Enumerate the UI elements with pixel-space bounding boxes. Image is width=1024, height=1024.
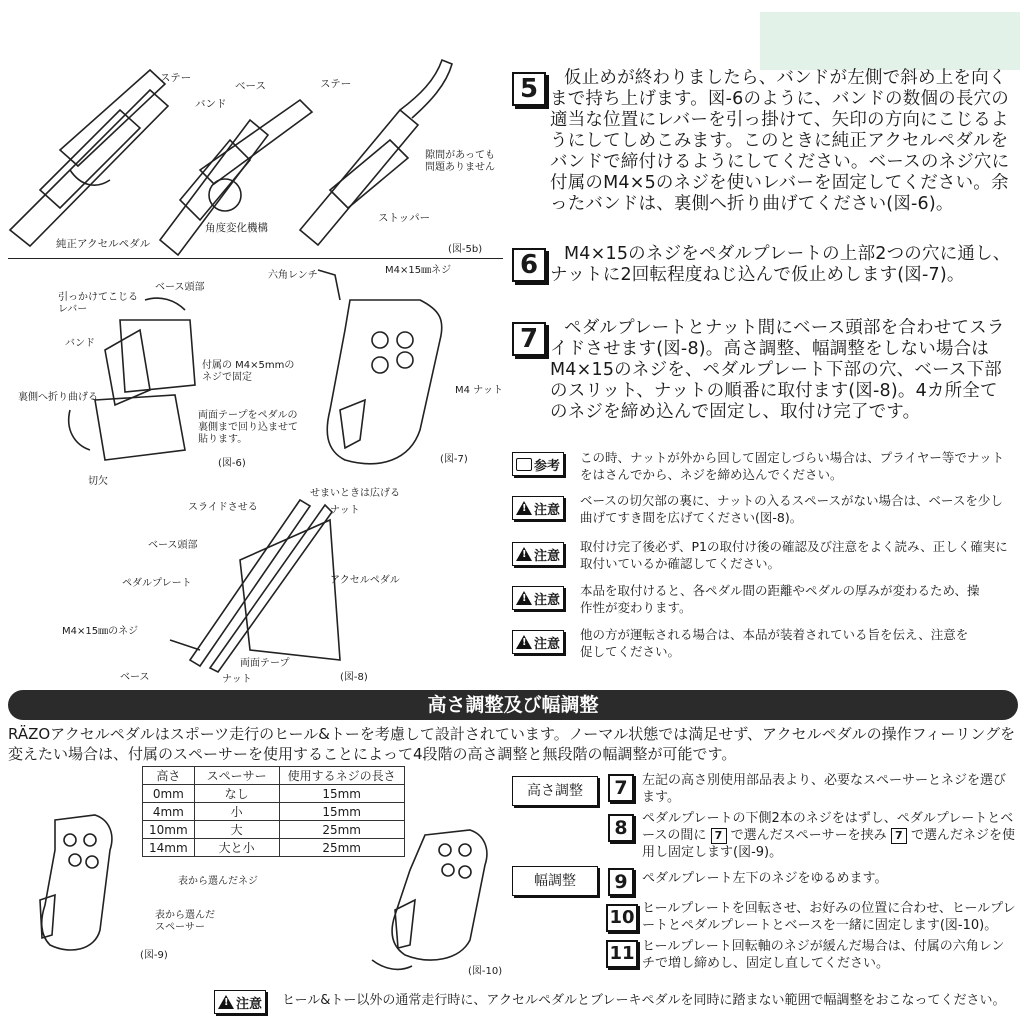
step-5-text: 仮止めが終わりましたら、バンドが左側で斜め上を向くまで持ち上げます。図-6のように、バンドの数個の長穴の適当な位置にレバーを引っ掛けて、矢印の方向にこじるようにしてしめこみます。このときに純正アクセルペダルをバンドで締付けるようにしてください。ベースのネジ穴に付属のM4×5のネジを使いレバーを固定してください。余ったバンドは、裏側へ折り曲げてください(図-6)。	[550, 68, 1010, 214]
figure-divider	[8, 258, 503, 259]
fig6-label-notch: 切欠	[88, 476, 108, 487]
fig6-label-fold: 裏側へ折り曲げる	[18, 392, 98, 403]
table-header: 使用するネジの長さ	[279, 767, 404, 785]
caution-tag	[512, 496, 564, 520]
fig9-label-screw: 表から選んだネジ	[178, 876, 258, 887]
substep-9-number: 9	[608, 868, 634, 896]
caution-tag	[512, 586, 564, 610]
width-adjust-label: 幅調整	[512, 866, 598, 896]
fig6-label-tape: 両面テープをペダルの 裏側まで回り込ませて 貼ります。	[198, 410, 298, 445]
substep-7-text: 左記の高さ別使用部品表より、必要なスペーサーとネジを選びます。	[642, 773, 1007, 805]
substep-8-text-a: ペダルプレートの下側2本のネジをはずし、ペダルプレートとベースの間に	[642, 811, 1014, 843]
spacer-table	[142, 766, 405, 857]
fig7-label-screw: M4×15㎜ネジ	[385, 265, 452, 276]
substep-7-number: 7	[608, 774, 634, 802]
fig8-label-accel: アクセルペダル	[330, 575, 400, 586]
step-5-number: 5	[512, 72, 546, 106]
fig7-label-nut: M4 ナット	[455, 385, 503, 396]
fig5b-label-angle: 角度変化機構	[205, 222, 268, 234]
caution-tag-label: 注意	[534, 502, 561, 518]
reference-tag	[512, 452, 564, 476]
fig5b-label-stay: ステー	[160, 72, 192, 84]
fig6-caption: (図-6)	[218, 458, 246, 469]
fig9-label-spacer: 表から選んだ スペーサー	[155, 910, 215, 933]
fig6-label-lever: 引っかけてこじる レバー	[58, 292, 138, 315]
substep-8-number: 8	[608, 814, 634, 842]
step-7-text: ペダルプレートとナット間にベース頭部を合わせてスライドさせます(図-8)。高さ調整、幅調整をしない場合はM4×15のネジを、ペダルプレート下部の穴、ベース下部のスリット、ナットの順番に取付ます(図-8)。4カ所全てのネジを締め込んで固定し、取付け完了です。	[550, 318, 1005, 422]
table-row	[143, 821, 405, 839]
substep-10-text: ヒールプレートを回転させ、お好みの位置に合わせ、ヒールプレートとペダルプレートとベースを一緒に固定します(図-10)。	[642, 901, 1016, 933]
table-header-row	[143, 767, 405, 785]
substep-8-text	[642, 810, 1016, 861]
table-cell: 大	[194, 821, 279, 839]
substep-11-number: 11	[606, 940, 638, 968]
reference-note-text: この時、ナットが外から回して固定しづらい場合は、プライヤー等でナットをはさんでから、ネジを締め込んでください。	[580, 450, 1005, 482]
table-row	[143, 839, 405, 857]
table-cell: 15mm	[279, 803, 404, 821]
caution-tag-label: 注意	[534, 636, 561, 652]
fig5b-caption: (図-5b)	[448, 244, 483, 255]
fig8-label-screw: M4×15㎜のネジ	[62, 626, 139, 637]
fig5b-label-stopper: ストッパー	[378, 212, 431, 224]
caution-tag	[512, 630, 564, 654]
caution-note-text: 他の方が運転される場合は、本品が装着されている旨を伝え、注意を促してください。	[580, 627, 969, 659]
fig7-label-wrench: 六角レンチ	[268, 270, 318, 281]
fig8-caption: (図-8)	[340, 672, 368, 683]
step-6-text: M4×15のネジをペダルプレートの上部2つの穴に通し、ナットに2回転程度ねじ込んで仮止めします(図-7)。	[550, 244, 1011, 285]
substep-8-text-c: で選んだネジを使用し固定します(図-9)。	[642, 828, 1015, 860]
warning-icon	[516, 547, 532, 561]
table-cell: 10mm	[143, 821, 195, 839]
substep-11-text: ヒールプレート回転軸のネジが緩んだ場合は、付属の六角レンチで増し締めし、固定し直してください。	[642, 939, 1005, 971]
step-ref: 7	[711, 828, 727, 844]
caution-tag-label: 注意	[534, 548, 561, 564]
caution-tag	[512, 542, 564, 566]
caution-tag-label: 注意	[534, 592, 561, 608]
warning-icon	[218, 995, 234, 1009]
caution-note-text: 本品を取付けると、各ペダル間の距離やペダルの厚みが変わるため、操作性が変わります。	[580, 583, 980, 615]
table-cell: 25mm	[279, 839, 404, 857]
fig6-label-screw: 付属の M4×5mmの ネジで固定	[202, 360, 295, 383]
table-cell: 大と小	[194, 839, 279, 857]
warning-icon	[516, 635, 532, 649]
fig5b-label-stay2: ステー	[320, 78, 352, 90]
table-header: スペーサー	[194, 767, 279, 785]
fig8-label-nut: ナット	[222, 674, 252, 685]
fig7-caption: (図-7)	[440, 454, 468, 465]
fig6-label-band: バンド	[65, 338, 95, 349]
fig8-label-tape: 両面テープ	[240, 658, 290, 669]
caution-tag-label: 注意	[236, 996, 263, 1012]
section-title: 高さ調整及び幅調整	[8, 690, 1018, 720]
substep-9-text: ペダルプレート左下のネジをゆるめます。	[642, 871, 888, 886]
fig8-label-pedal-plate: ペダルプレート	[122, 578, 192, 589]
substep-10-number: 10	[606, 904, 638, 932]
bottom-caution-text: ヒール&トー以外の通常走行時に、アクセルペダルとブレーキペダルを同時に踏まない範囲で幅調整をおこなってください。	[282, 993, 1006, 1008]
fig9-caption: (図-9)	[140, 950, 168, 961]
fig5b-label-band: バンド	[195, 98, 227, 110]
warning-icon	[516, 501, 532, 515]
table-cell: 15mm	[279, 785, 404, 803]
table-cell: なし	[194, 785, 279, 803]
fig8-label-base-head: ベース頭部	[148, 540, 198, 551]
fig10-caption: (図-10)	[468, 966, 503, 977]
fig8-label-widen: せまいときは広げる	[310, 488, 400, 499]
table-cell: 25mm	[279, 821, 404, 839]
fig5b-label-gap: 隙間があっても 問題ありません	[425, 150, 495, 173]
fig5b-label-base: ベース	[235, 80, 266, 92]
step-7-number: 7	[512, 322, 546, 356]
fig8-label-slide: スライドさせる	[188, 502, 258, 513]
height-adjust-label: 高さ調整	[512, 776, 598, 806]
table-cell: 0mm	[143, 785, 195, 803]
table-row	[143, 785, 405, 803]
step-6-number: 6	[512, 248, 546, 282]
table-row	[143, 803, 405, 821]
table-header: 高さ	[143, 767, 195, 785]
warning-icon	[516, 591, 532, 605]
fig5b-label-pedal: 純正アクセルペダル	[56, 238, 151, 250]
bottom-caution-tag	[214, 990, 266, 1014]
reference-tag-label: 参考	[534, 458, 561, 474]
fig8-label-nut-top: ナット	[330, 505, 360, 516]
caution-note-text: 取付け完了後必ず、P1の取付け後の確認及び注意をよく読み、正しく確実に取付いているか確認してください。	[580, 539, 1008, 571]
table-cell: 14mm	[143, 839, 195, 857]
table-cell: 4mm	[143, 803, 195, 821]
step-ref: 7	[891, 828, 907, 844]
substep-8-text-b: で選んだスペーサーを挟み	[730, 828, 887, 843]
caution-note-text: ベースの切欠部の裏に、ナットの入るスペースがない場合は、ベースを少し曲げてすき間を広げてください(図-8)。	[580, 493, 1003, 525]
section-intro: RÄZOアクセルペダルはスポーツ走行のヒール&トーを考慮して設計されています。ノーマル状態では満足せず、アクセルペダルの操作フィーリングを変えたい場合は、付属のスペーサーを使用することによって4段階の高さ調整と無段階の幅調整が可能です。	[8, 725, 1016, 763]
table-cell: 小	[194, 803, 279, 821]
fig6-label-base-head: ベース頭部	[155, 282, 205, 293]
book-icon	[516, 458, 532, 471]
fig8-label-base: ベース	[120, 672, 150, 683]
